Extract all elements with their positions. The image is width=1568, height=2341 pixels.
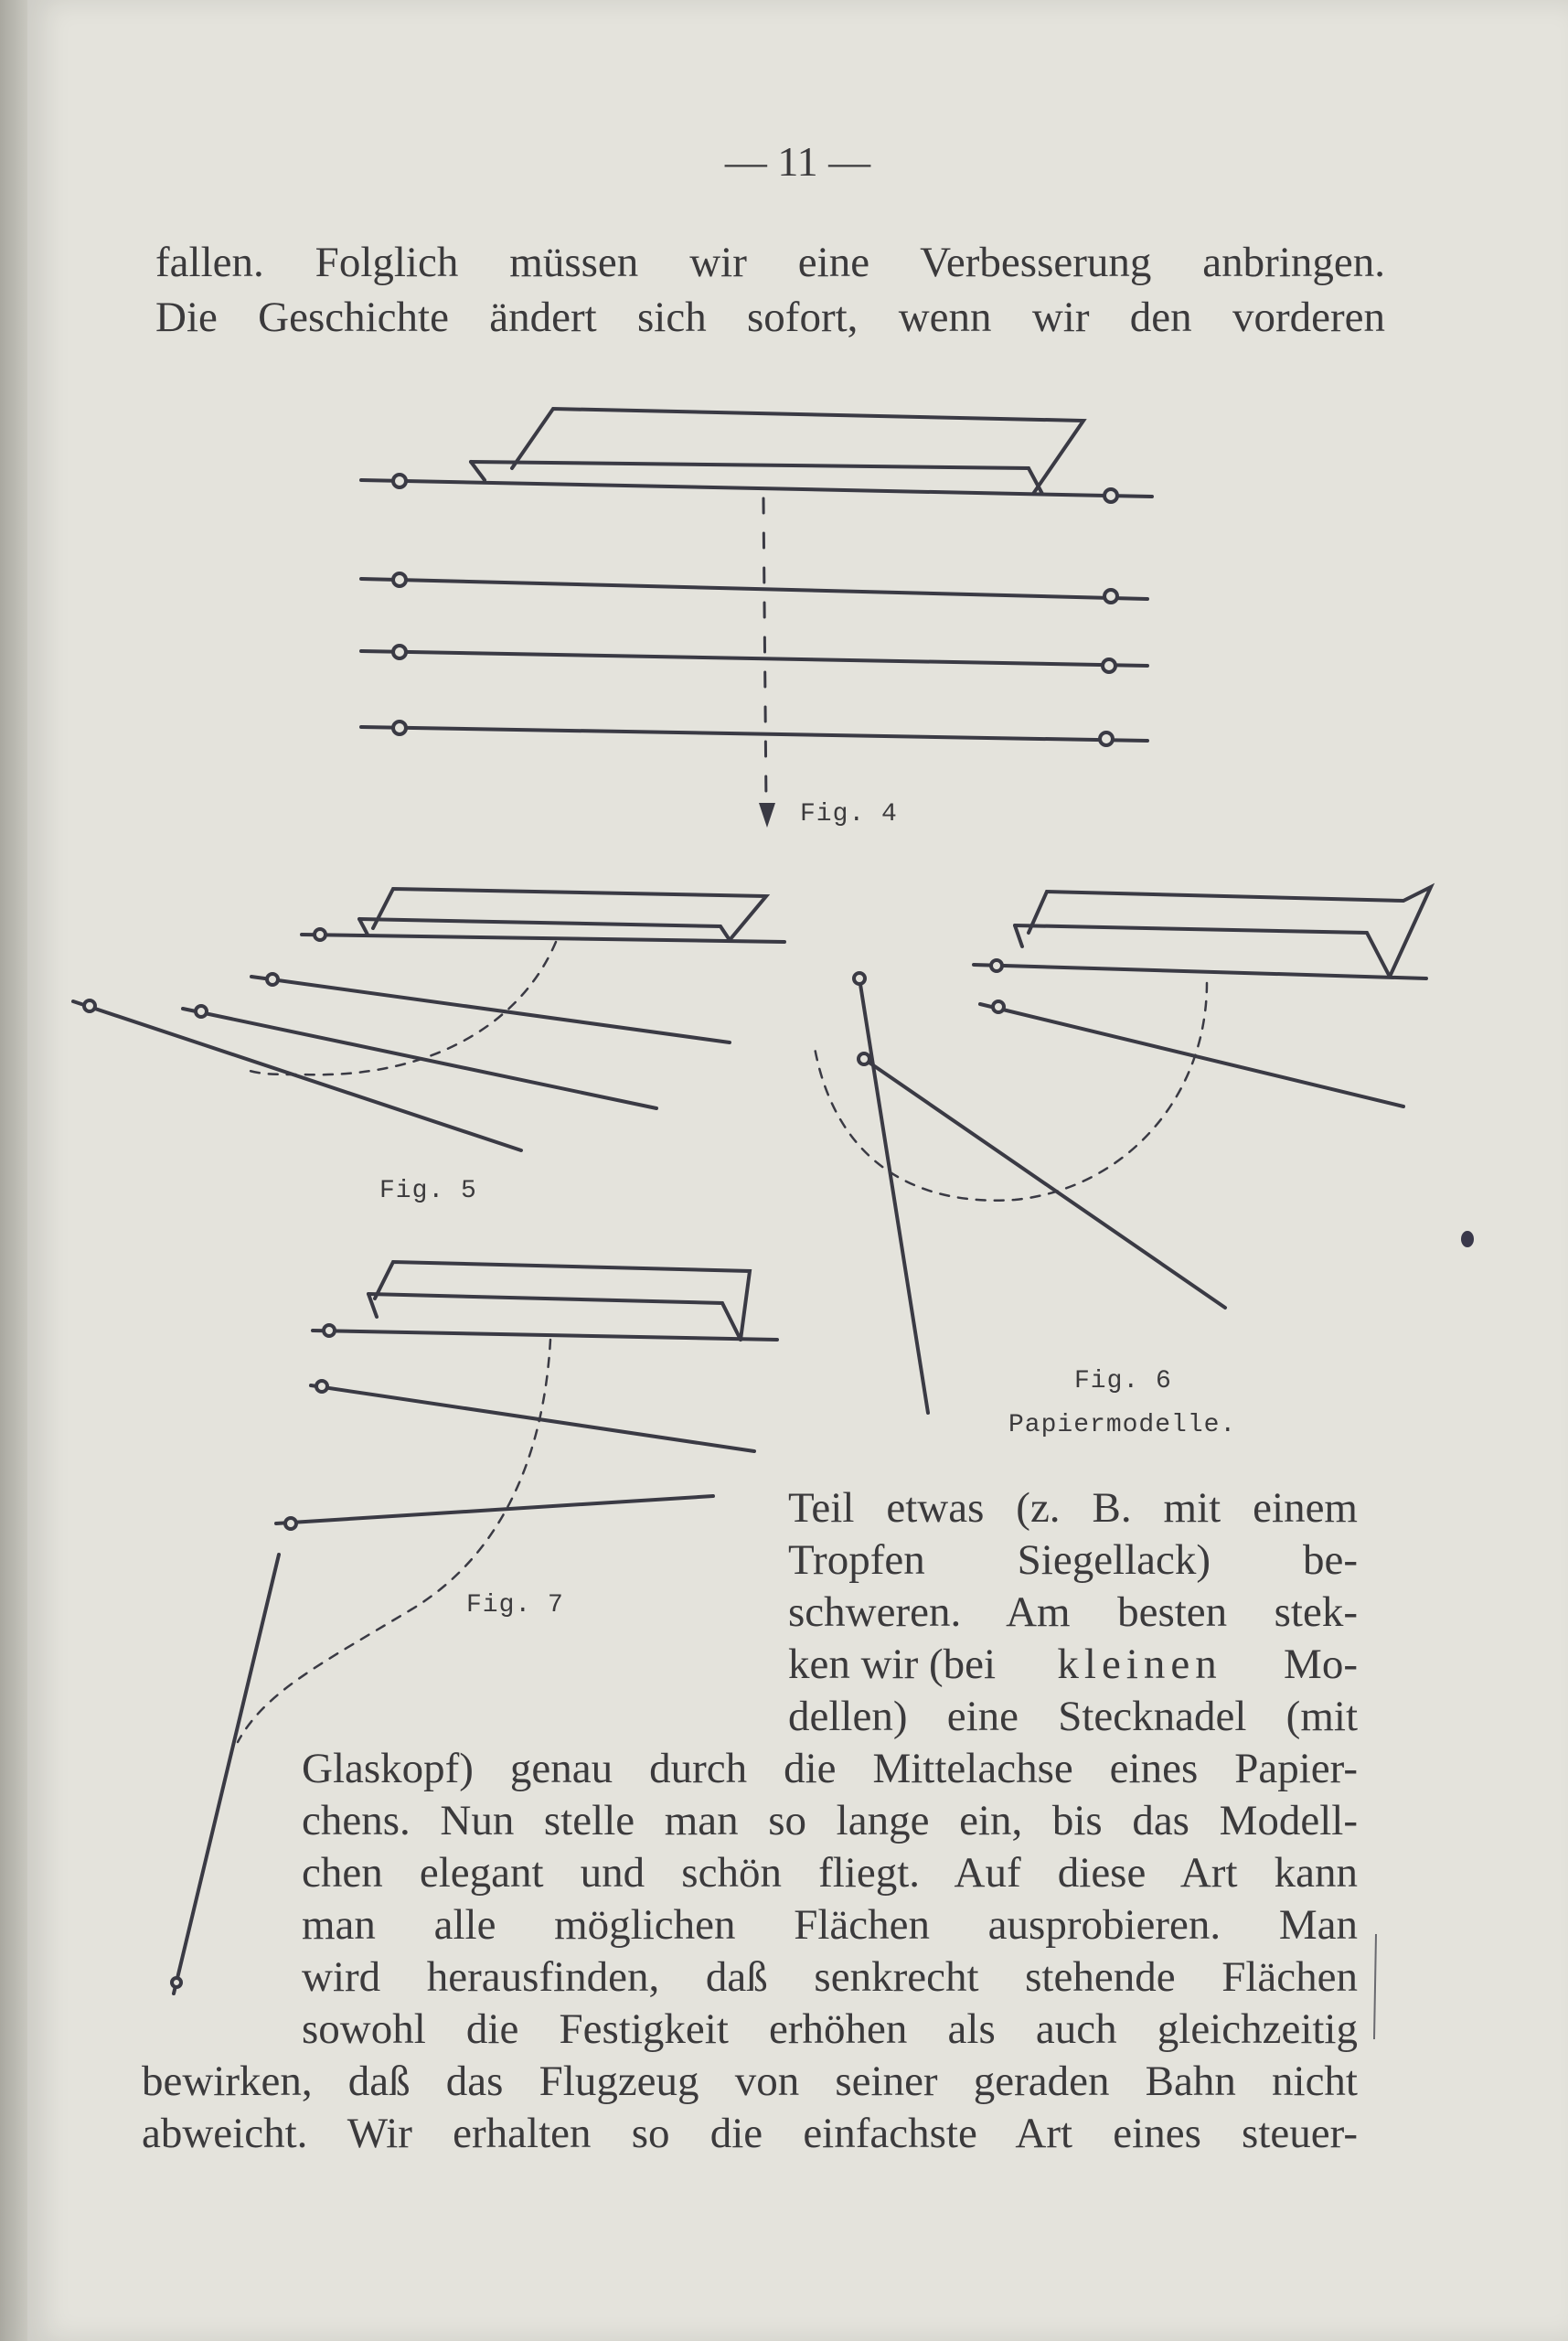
side-line-4-head: ken wir (bei: [788, 1641, 997, 1688]
indented-line-6: sowohl die Festigkeit erhöhen als auch gleichzeitig: [302, 2005, 1358, 2053]
fig4-caption: Fig. 4: [800, 800, 898, 828]
indented-line-5: wird herausfinden, daß senkrecht stehende Flächen: [302, 1953, 1358, 2001]
side-line-3: schweren. Am besten stek-: [788, 1588, 1358, 1636]
side-line-1: Teil etwas (z. B. mit einem: [788, 1484, 1358, 1532]
final-line-2: abweicht. Wir erhalten so die einfachste Art eines steuer-: [142, 2110, 1358, 2157]
fig5-caption: Fig. 5: [379, 1177, 477, 1205]
indented-line-2: chens. Nun stelle man so lange ein, bis das Modell-: [302, 1797, 1358, 1844]
fig5-drawing: [73, 889, 784, 1150]
final-line-1: bewirken, daß das Flugzeug von seiner geraden Bahn nicht: [142, 2058, 1358, 2105]
side-line-4-tail: Mo-: [1284, 1641, 1358, 1688]
page-number: — 11 —: [724, 138, 871, 185]
ink-spot: [1461, 1231, 1474, 1247]
side-line-4: [788, 1638, 1358, 1691]
intro-line-1: fallen. Folglich müssen wir eine Verbesserung anbringen.: [155, 239, 1385, 286]
margin-mark: [1374, 1934, 1376, 2039]
fig6-caption: Fig. 6: [1074, 1367, 1172, 1395]
intro-line-2: Die Geschichte ändert sich sofort, wenn wir den vorderen: [155, 294, 1385, 341]
book-page: [27, 0, 1568, 2341]
side-line-4-spaced: kleinen: [1057, 1641, 1222, 1688]
indented-line-1: Glaskopf) genau durch die Mittelachse eines Papier-: [302, 1745, 1358, 1792]
fig6-subcaption: Papiermodelle.: [1008, 1411, 1237, 1439]
fig7-caption: Fig. 7: [466, 1591, 564, 1619]
side-line-2: Tropfen Siegellack) be-: [788, 1536, 1358, 1584]
fig6-drawing: [814, 887, 1431, 1413]
fig4-drawing: [361, 409, 1152, 805]
side-line-5: dellen) eine Stecknadel (mit: [788, 1693, 1358, 1740]
indented-line-3: chen elegant und schön fliegt. Auf diese Art kann: [302, 1849, 1358, 1897]
indented-line-4: man alle möglichen Flächen ausprobieren. Man: [302, 1901, 1358, 1949]
